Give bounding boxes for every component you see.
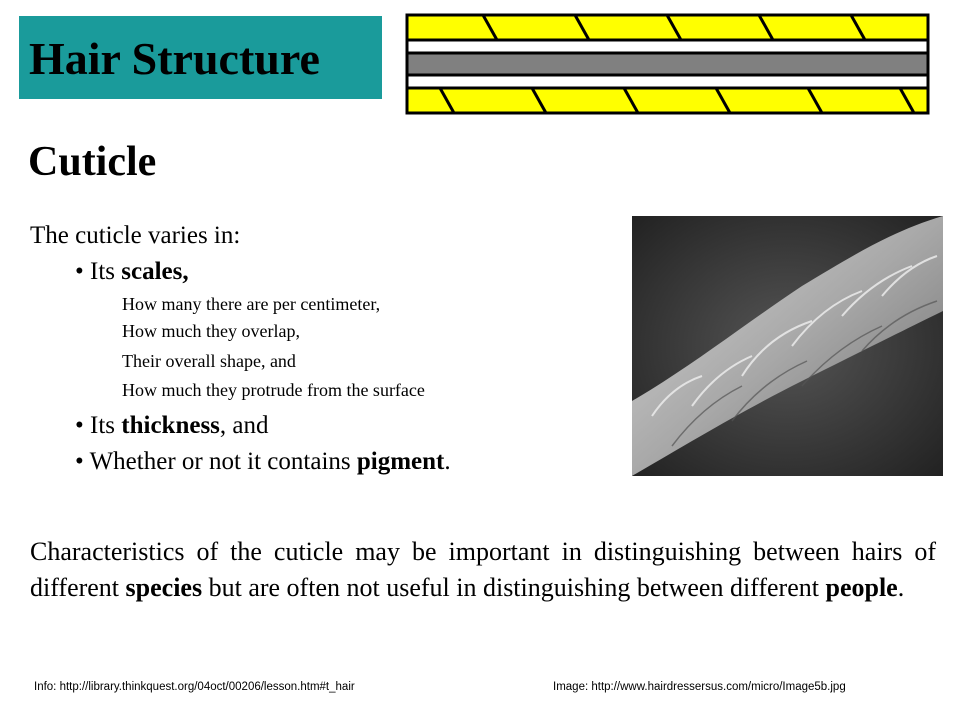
bullet-glyph: • — [75, 258, 84, 285]
sub-item: Their overall shape, and — [122, 351, 296, 371]
bullet-scales: • Its scales, — [75, 258, 189, 285]
bullet-pigment: • Whether or not it contains pigment. — [75, 448, 451, 475]
cuticle-bottom-layer — [407, 88, 928, 113]
sub-item: How much they protrude from the surface — [122, 380, 425, 400]
cortex-top-layer — [407, 40, 928, 53]
section-heading: Cuticle — [28, 139, 157, 185]
bullet-glyph: • — [75, 412, 84, 439]
sub-item: How much they overlap, — [122, 321, 300, 341]
hair-cuticle-micrograph — [632, 216, 943, 476]
conclusion-paragraph: Characteristics of the cuticle may be important in distinguishing between hairs of different species but are often not useful in distinguishing between different people. — [30, 537, 936, 602]
bullet-thickness: • Its thickness, and — [75, 412, 269, 439]
medulla-layer — [407, 53, 928, 75]
bullet-glyph: • — [75, 448, 84, 475]
cortex-bottom-layer — [407, 75, 928, 88]
info-source-credit: Info: http://library.thinkquest.org/04oct/00206/lesson.htm#t_hair — [34, 681, 355, 693]
intro-text: The cuticle varies in: — [30, 222, 241, 249]
slide-title: Hair Structure — [29, 33, 320, 84]
hair-cross-section-diagram — [405, 13, 931, 116]
image-source-credit: Image: http://www.hairdressersus.com/micro/Image5b.jpg — [553, 681, 846, 693]
title-banner — [19, 16, 382, 99]
sub-item: How many there are per centimeter, — [122, 294, 381, 314]
